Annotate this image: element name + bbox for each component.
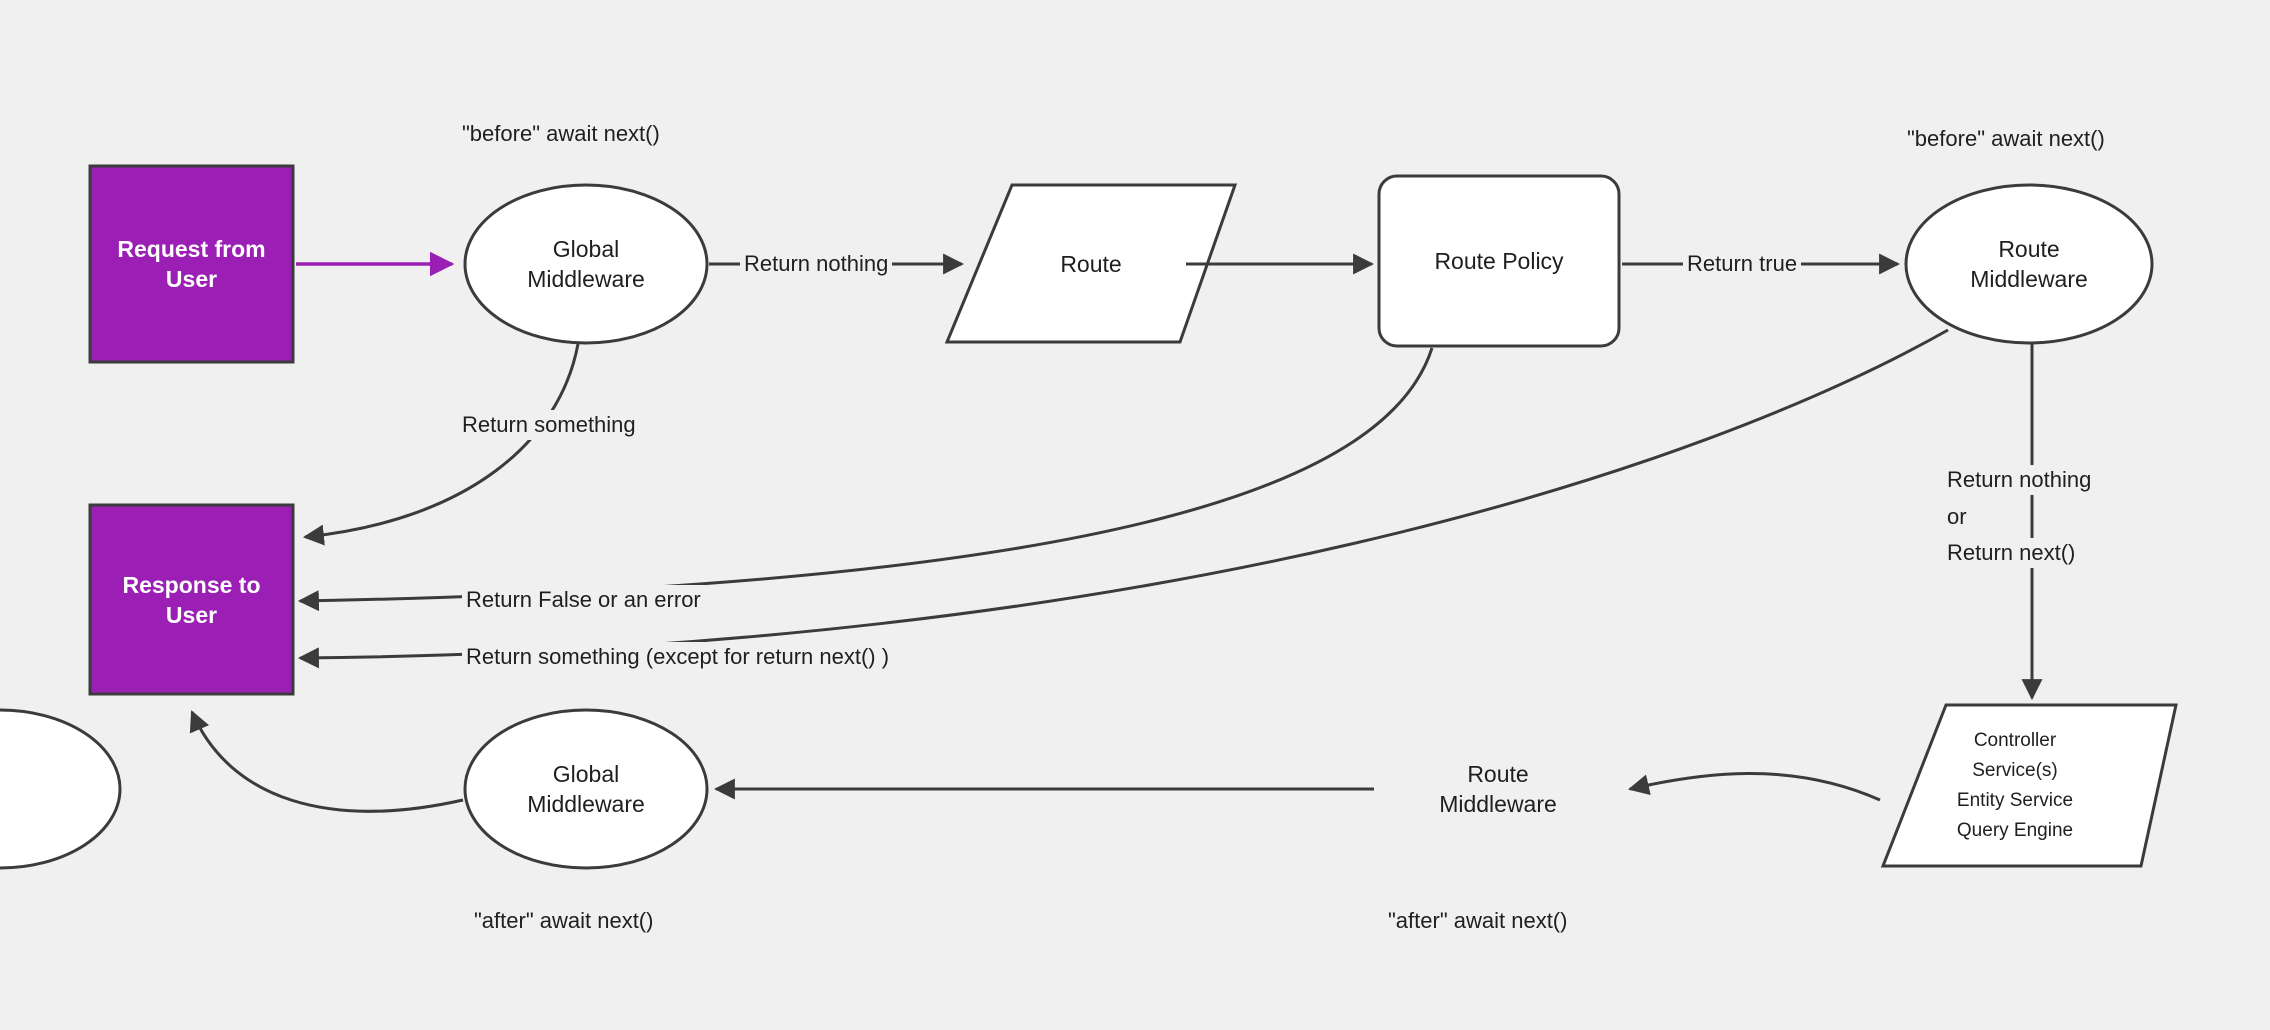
node-request-line1: Request from (117, 236, 266, 262)
caption-before-global: "before" await next() (462, 121, 660, 146)
node-route-mw-after-line2: Middleware (1439, 791, 1557, 817)
node-global-mw-before-line1: Global (552, 236, 620, 262)
node-global-mw-before-shape (465, 185, 707, 343)
edge-label-return-something: Return something (458, 410, 640, 440)
edge-label-return-nothing-or-next-line1: Return nothing (1943, 465, 2095, 495)
node-controller-shape (1883, 705, 2176, 866)
node-global-mw-after-line1: Global (552, 761, 620, 787)
edge-label-return-nothing-or-next-line2: or (1943, 502, 1971, 532)
caption-after-global: "after" await next() (474, 908, 654, 933)
node-response-line2: User (165, 601, 218, 628)
node-response-line1: Response to (122, 571, 261, 598)
node-controller-line3: Entity Service (1956, 789, 2074, 811)
node-route-mw-before-line2: Middleware (1970, 266, 2088, 292)
node-route-policy-line1: Route Policy (1434, 248, 1564, 274)
node-global-mw-after-shape (465, 710, 707, 868)
node-route-policy-shape (1379, 176, 1619, 346)
arrow-global-mw-return-something-to-response (305, 344, 578, 537)
node-controller-line2: Service(s) (1972, 759, 2058, 781)
edge-label-return-nothing-or-next-line3: Return next() (1943, 538, 2079, 568)
edge-label-return-something-except: Return something (except for return next() ) (462, 642, 893, 672)
node-global-mw-after-line2: Middleware (527, 791, 645, 817)
edge-label-return-nothing: Return nothing (740, 249, 892, 279)
node-response-shape (90, 505, 293, 694)
node-controller-line4: Query Engine (1956, 819, 2074, 841)
caption-after-route: "after" await next() (1388, 908, 1568, 933)
caption-before-route: "before" await next() (1907, 126, 2105, 151)
node-route-mw-after-shape (0, 710, 120, 868)
node-request-shape (90, 166, 293, 362)
arrow-global-mw-after-to-response (192, 712, 463, 811)
edge-label-return-true: Return true (1683, 249, 1801, 279)
node-controller-line1: Controller (1973, 729, 2057, 751)
node-route-mw-before-line1: Route (1998, 236, 2060, 262)
node-route-line1: Route (1060, 250, 1122, 277)
node-route-mw-before-shape (1906, 185, 2152, 343)
edge-label-return-false-or-error: Return False or an error (462, 585, 705, 615)
arrow-controller-to-route-mw-after (1630, 773, 1880, 800)
node-global-mw-before-line2: Middleware (527, 266, 645, 292)
node-route-mw-after-line1: Route (1467, 761, 1529, 787)
node-request-line2: User (165, 266, 218, 292)
